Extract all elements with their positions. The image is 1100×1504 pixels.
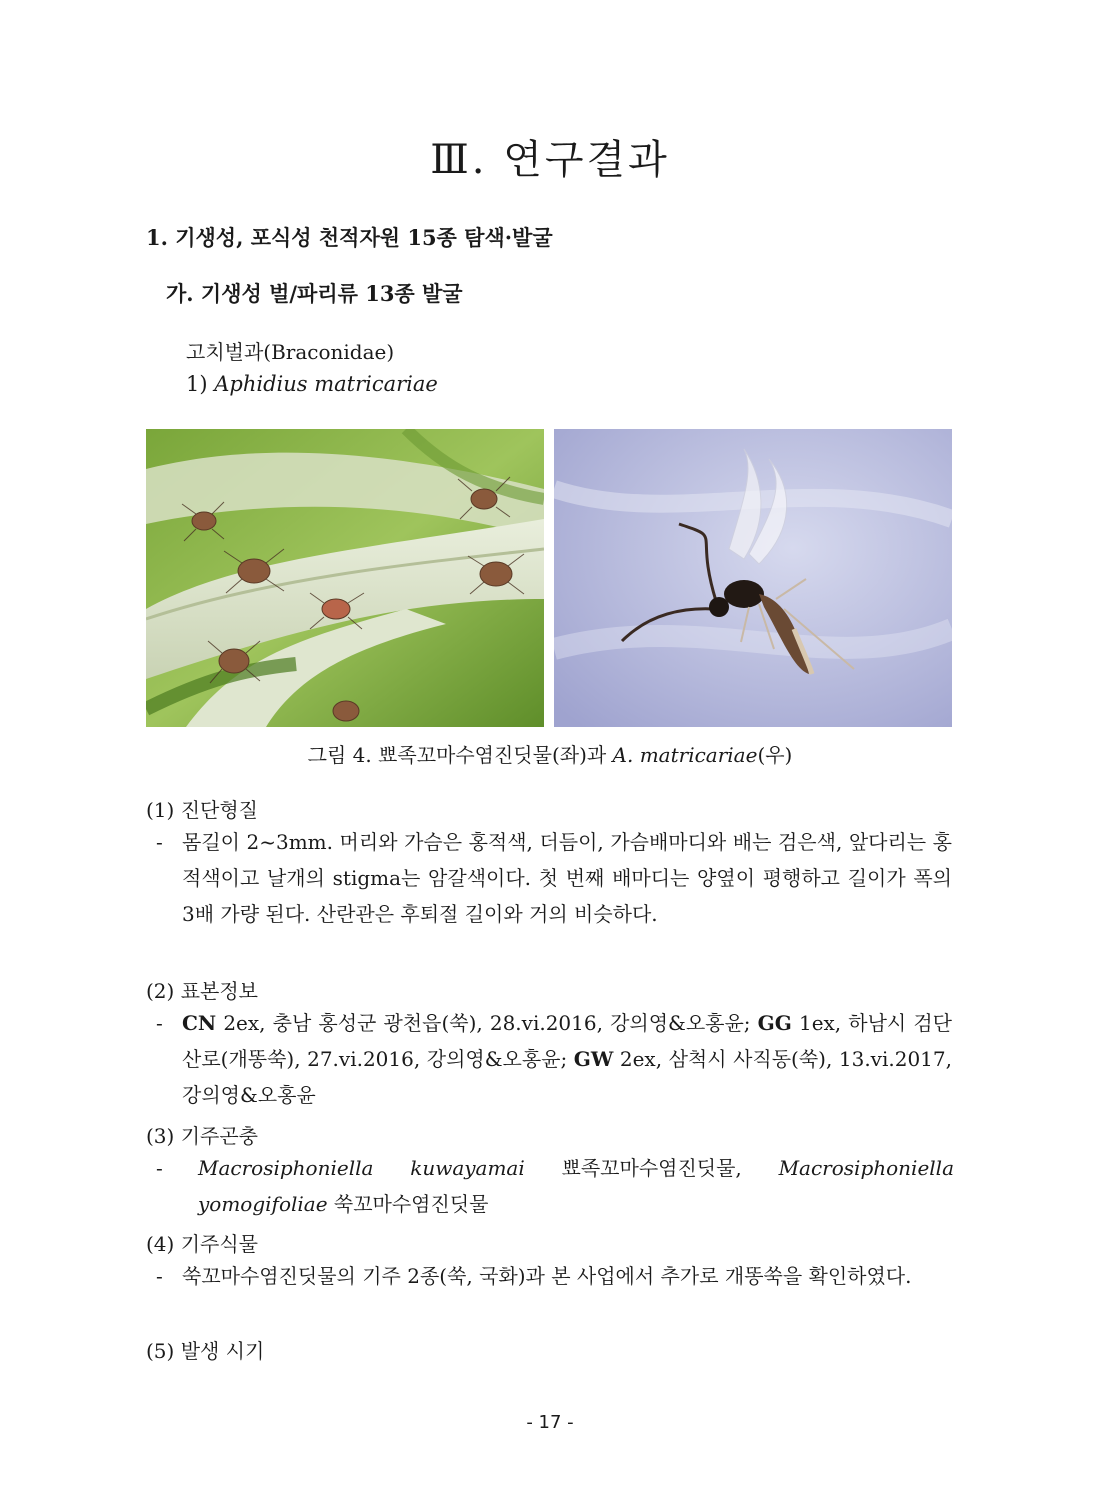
caption-species: A. matricariae: [612, 743, 758, 767]
region-code: CN: [182, 1011, 217, 1035]
family-name: 고치벌과(Braconidae): [186, 340, 395, 364]
species-heading: [186, 372, 438, 396]
caption-suffix: (우): [757, 743, 793, 767]
specimen-heading: (2) 표본정보: [146, 979, 258, 1003]
host-epithet: kuwayamai: [410, 1156, 525, 1180]
list-dash: -: [156, 1156, 163, 1180]
region-code: GW: [573, 1047, 614, 1071]
specimen-record: 2ex, 충남 홍성군 광천읍(쑥), 28.vi.2016, 강의영&오홍윤;: [216, 1011, 758, 1035]
host-insect-line: [198, 1186, 488, 1222]
aphid-photo: [146, 429, 544, 727]
host-plant-heading: (4) 기주식물: [146, 1232, 258, 1256]
figure-caption: [0, 739, 1100, 768]
wasp-photo: [554, 429, 952, 727]
host-insect-heading: (3) 기주곤충: [146, 1124, 258, 1148]
page-number: - 17 -: [526, 1412, 574, 1433]
species-name: Aphidius matricariae: [214, 372, 438, 396]
section-heading: 1. 기생성, 포식성 천적자원 15종 탐색·발굴: [146, 225, 553, 250]
occurrence-heading: (5) 발생 시기: [146, 1339, 265, 1363]
host-genus: Macrosiphoniella: [778, 1156, 954, 1180]
specimen-record: 2ex, 삼척시 사직동(쑥), 13.vi.2017, 강의영&오홍윤: [182, 1047, 952, 1107]
species-number: 1): [186, 372, 208, 396]
diagnosis-text: 몸길이 2~3mm. 머리와 가슴은 홍적색, 더듬이, 가슴배마디와 배는 검은색, 앞다리는 홍적색이고 날개의 stigma는 암갈색이다. 첫 번째 배마디는 양옆이 평행하고 길이가 폭의 3배 가량 된다. 산란관은 후퇴절 길이와 거의 비슷하다.: [182, 830, 952, 926]
diagnosis-heading: (1) 진단형질: [146, 798, 258, 822]
host-common-name: 쑥꼬마수염진딧물: [327, 1192, 489, 1216]
host-genus: Macrosiphoniella: [198, 1156, 374, 1180]
subsection-heading: 가. 기생성 벌/파리류 13종 발굴: [166, 281, 463, 306]
specimen-text: [182, 1005, 952, 1113]
list-dash: -: [156, 1011, 163, 1035]
caption-prefix: 그림 4. 뾰족꼬마수염진딧물(좌)과: [307, 743, 607, 767]
host-plant-text: 쑥꼬마수염진딧물의 기주 2종(쑥, 국화)과 본 사업에서 추가로 개똥쑥을 확인하였다.: [182, 1264, 912, 1288]
list-dash: -: [156, 830, 163, 854]
region-code: GG: [757, 1011, 792, 1035]
host-epithet: yomogifoliae: [198, 1192, 328, 1216]
list-dash: -: [156, 1264, 163, 1288]
chapter-title: Ⅲ. 연구결과: [430, 137, 670, 183]
specimen-record: 1ex, 하남시 검단산로(개똥쑥), 27.vi.2016, 강의영&오홍윤;: [182, 1011, 953, 1071]
host-insect-line: [198, 1150, 954, 1186]
host-common-name: 뾰족꼬마수염진딧물,: [561, 1156, 742, 1180]
